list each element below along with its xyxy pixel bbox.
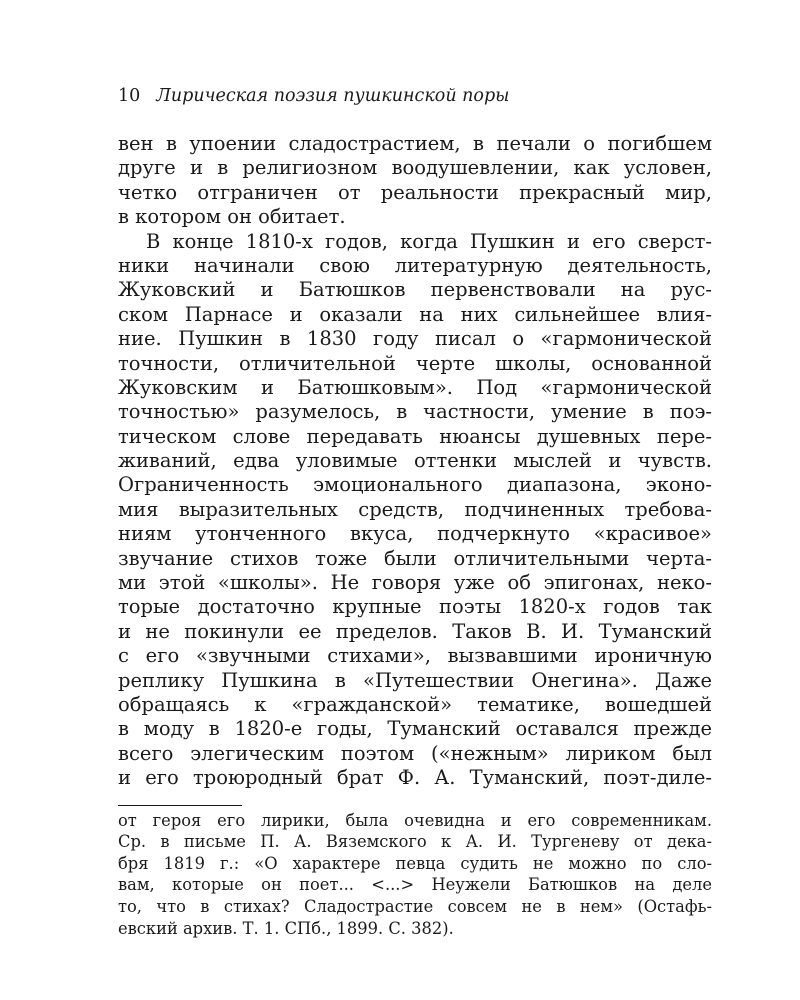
footnote-line: бря 1819 г.: «О характере певца судить не можно по сло-: [118, 853, 712, 873]
body-line: Жуковским и Батюшковым». Под «гармонической: [118, 375, 712, 399]
body-line: звучание стихов тоже были отличительными черта-: [118, 546, 712, 570]
body-line: торые достаточно крупные поэты 1820-х годов так: [118, 595, 712, 619]
body-line: точностью» разумелось, в частности, умение в поэ-: [118, 400, 712, 424]
body-line: ние. Пушкин в 1830 году писал о «гармонической: [118, 327, 712, 351]
running-head: [118, 82, 712, 110]
body-line: ники начинали свою литературную деятельность,: [118, 253, 712, 277]
body-line: ском Парнасе и оказали на них сильнейшее влия-: [118, 302, 712, 326]
body-line: с его «звучными стихами», вызвавшими ироничную: [118, 644, 712, 668]
footnote-line: Ср. в письме П. А. Вяземского к А. И. Тургеневу от дека-: [118, 832, 712, 852]
body-line: живаний, едва уловимые оттенки мыслей и чувств.: [118, 449, 712, 473]
footnote-line: евский архив. Т. 1. СПб., 1899. С. 382).: [118, 918, 454, 938]
body-line: вен в упоении сладострастием, в печали о погибшем: [118, 132, 712, 155]
footnote-line: вам, которые он поет... <...> Неужели Батюшков на деле: [118, 875, 712, 895]
body-line: реплику Пушкина в «Путешествии Онегина». Даже: [118, 668, 712, 692]
book-page: [118, 82, 712, 939]
footnote: [118, 810, 712, 940]
body-line: ниям утонченного вкуса, подчеркнуто «красивое»: [118, 522, 712, 546]
footnote-rule: [118, 805, 242, 806]
body-line: ми этой «школы». Не говоря уже об эпигонах, неко-: [118, 571, 712, 595]
body-line: точности, отличительной черте школы, основанной: [118, 351, 712, 375]
body-line: Ограниченность эмоционального диапазона, эконо-: [118, 473, 712, 497]
body-line: всего элегическим поэтом («нежным» лириком был: [118, 741, 712, 765]
running-title: Лирическая поэзия пушкинской поры: [156, 86, 510, 106]
body-line: в моду в 1820-е годы, Туманский оставался прежде: [118, 717, 712, 741]
body-line: тическом слове передавать нюансы душевных пере-: [118, 424, 712, 448]
body-line: В конце 1810-х годов, когда Пушкин и его сверст-: [146, 229, 712, 253]
body-text: [118, 132, 712, 791]
footnote-line: то, что в стихах? Сладострастие совсем не в нем» (Остафь-: [118, 896, 712, 916]
body-line: в котором он обитает.: [118, 205, 346, 229]
body-line: Жуковский и Батюшков первенствовали на рус-: [118, 278, 712, 302]
body-line: и не покинули ее пределов. Таков В. И. Туманский: [118, 619, 712, 643]
page-number: 10: [118, 86, 141, 106]
body-line: и его троюродный брат Ф. А. Туманский, поэт-диле-: [118, 766, 712, 790]
body-line: четко отграничен от реальности прекрасный мир,: [118, 180, 712, 204]
footnote-line: от героя его лирики, была очевидна и его современникам.: [118, 810, 712, 830]
body-line: мия выразительных средств, подчиненных требова-: [118, 497, 712, 521]
body-line: обращаясь к «гражданской» тематике, вошедшей: [118, 692, 712, 716]
body-line: друге и в религиозном воодушевлении, как условен,: [118, 156, 712, 180]
